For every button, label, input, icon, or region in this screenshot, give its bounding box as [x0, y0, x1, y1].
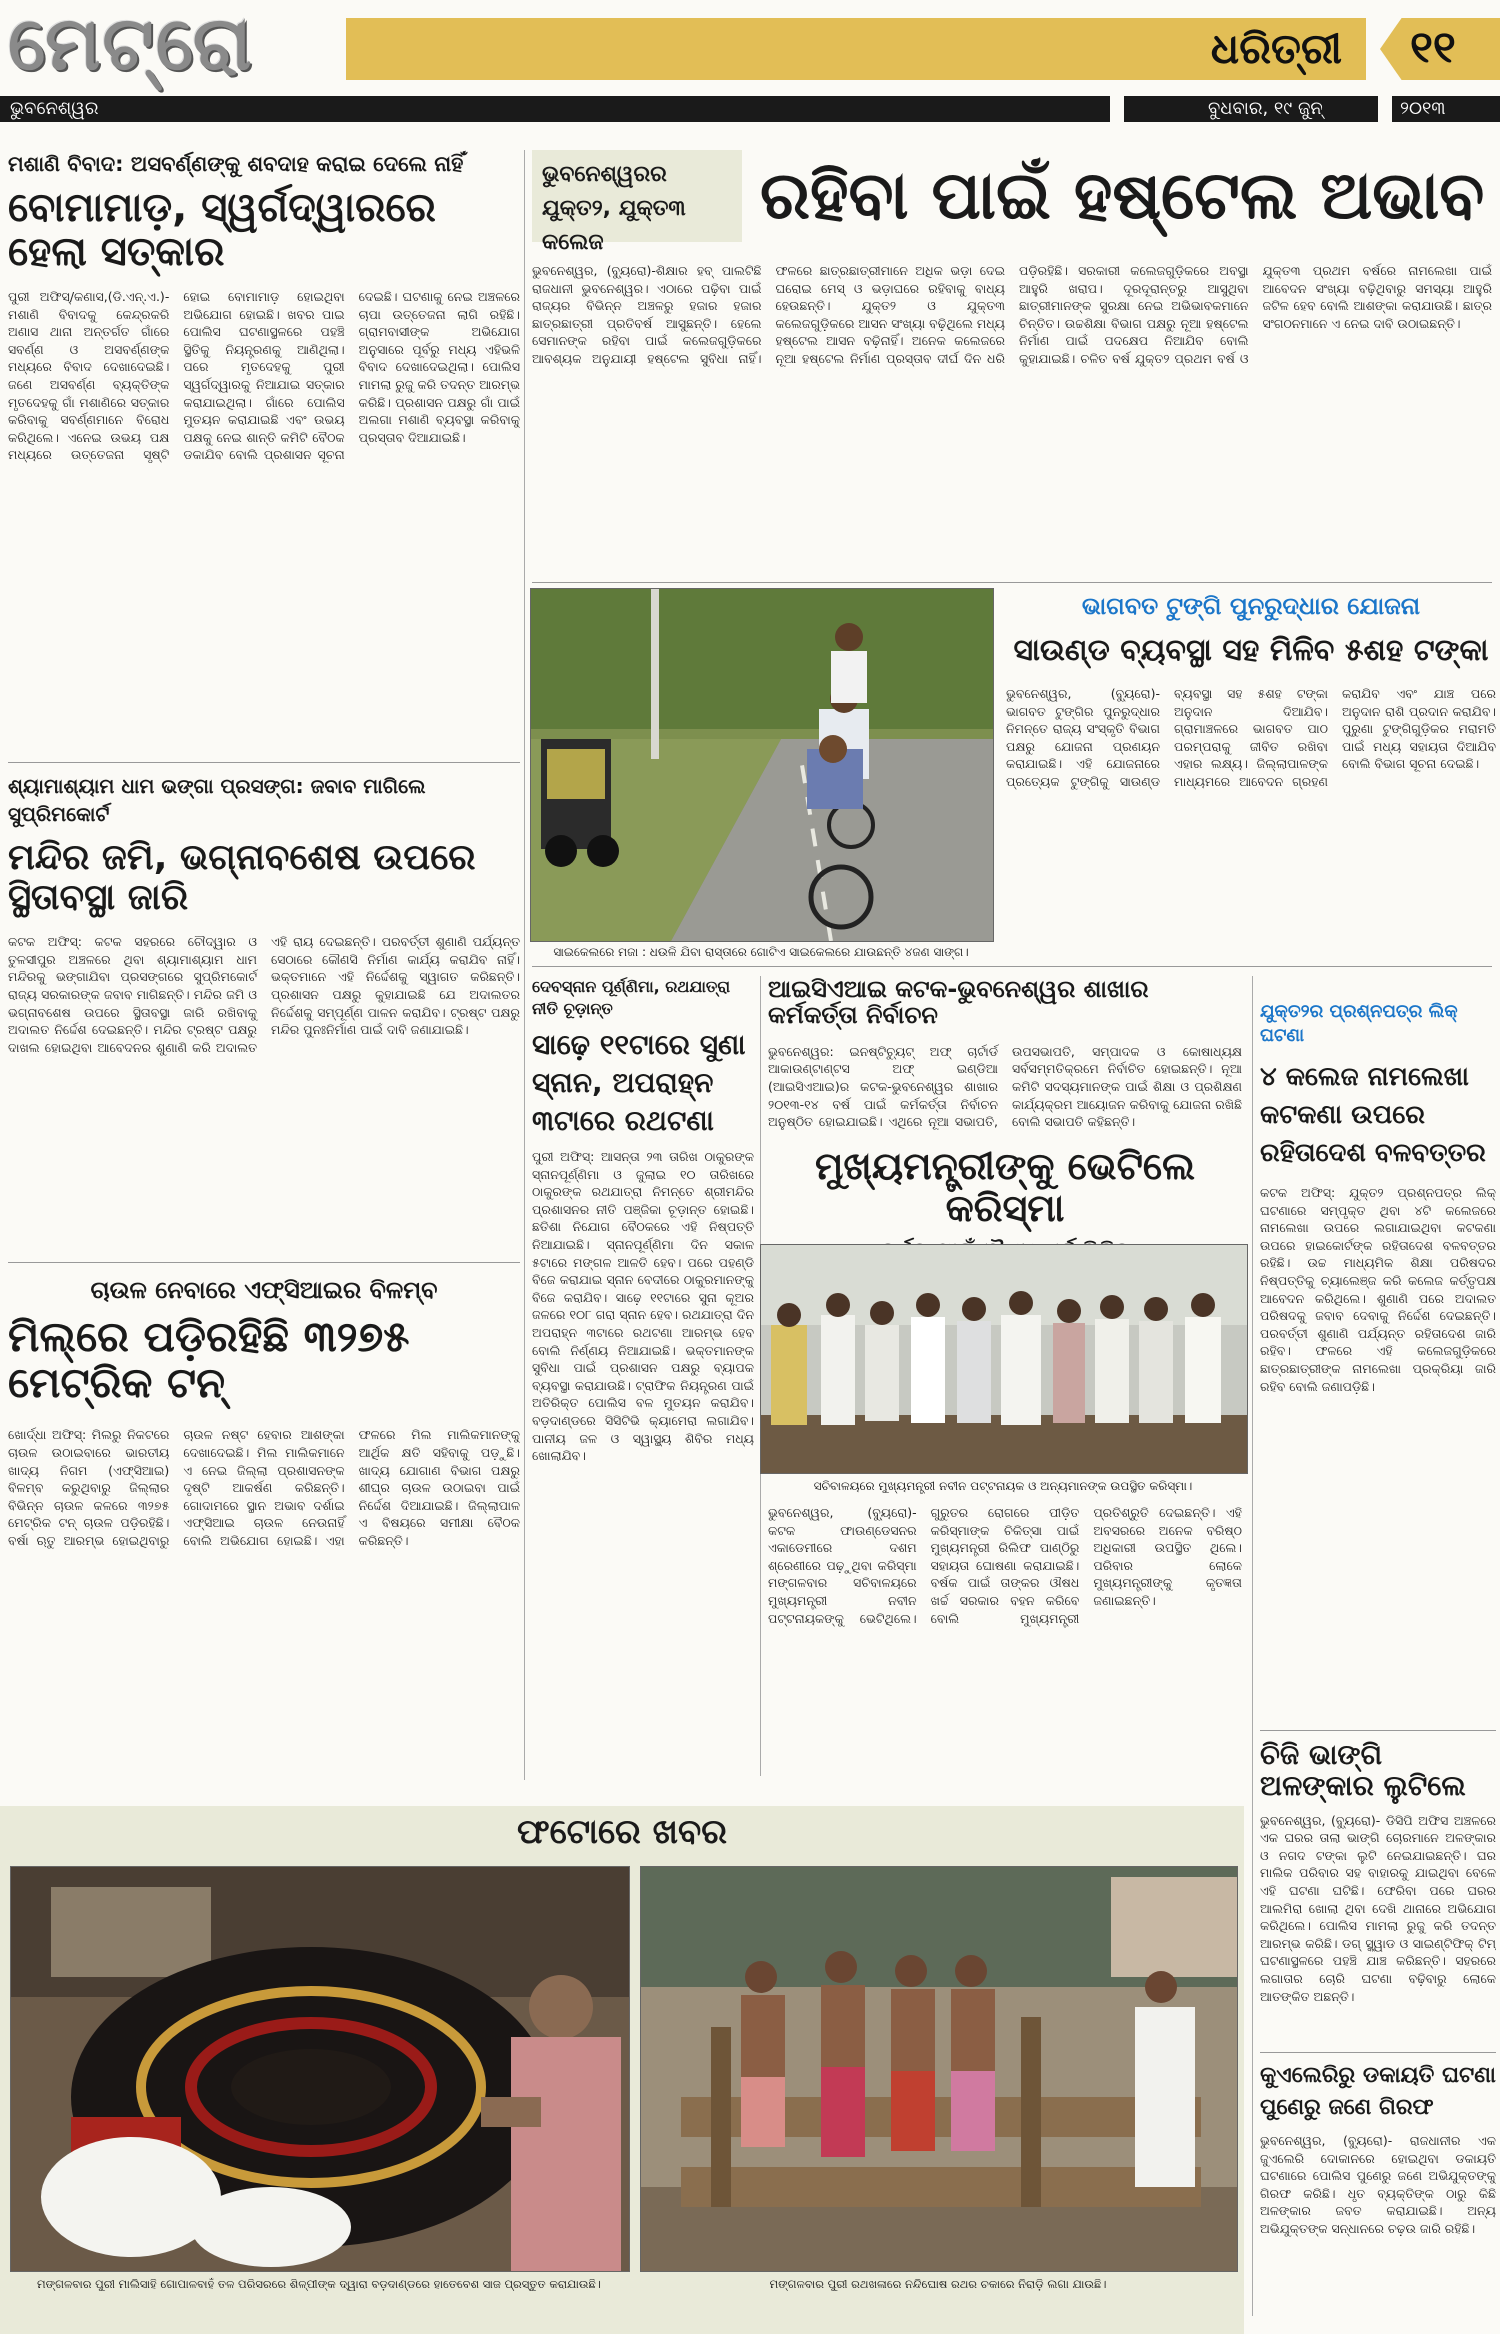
hostel-body: ଭୁବନେଶ୍ୱର, (ବ୍ୟୁରୋ)-ଶିକ୍ଷାର ହବ୍ ପାଲଟିଛି ରାଜଧାନୀ ଭୁବନେଶ୍ୱର। ଏଠାରେ ପଢ଼ିବା ପାଇଁ ରାଜ୍ୟର ବିଭିନ୍ନ ଅଞ୍ଚଳରୁ ହଜାର ହଜାର ଛାତ୍ରଛାତ୍ରୀ ପ୍ରତିବର୍ଷ ଆସୁଛନ୍ତି। ହେଲେ ସେମାନଙ୍କ ରହିବା ପାଇଁ କଲେଜଗୁଡ଼ିକରେ ଆବଶ୍ୟକ ଅନୁଯାୟୀ ହଷ୍ଟେଲ ସୁବିଧା ନାହିଁ। ଫଳରେ ଛାତ୍ରଛାତ୍ରୀମାନେ ଅଧିକ ଭଡ଼ା ଦେଇ ଘରୋଇ ମେସ୍ ଓ ଭଡ଼ାଘରେ ରହିବାକୁ ବାଧ୍ୟ ହେଉଛନ୍ତି। ଯୁକ୍ତ୨ ଓ ଯୁକ୍ତ୩ କଲେଜଗୁଡ଼ିକରେ ଆସନ ସଂଖ୍ୟା ବଢ଼ିଥିଲେ ମଧ୍ୟ ହଷ୍ଟେଲ ଆସନ ବଢ଼ିନାହିଁ। ଅନେକ କଲେଜରେ ନୂଆ ହଷ୍ଟେଲ ନିର୍ମାଣ ପ୍ରସ୍ତାବ ଦୀର୍ଘ ଦିନ ଧରି ପଡ଼ିରହିଛି। ସରକାରୀ କଲେଜଗୁଡ଼ିକରେ ଅବସ୍ଥା ଆହୁରି ଖରାପ। ଦୂରଦୂରାନ୍ତରୁ ଆସୁଥିବା ଛାତ୍ରୀମାନଙ୍କ ସୁରକ୍ଷା ନେଇ ଅଭିଭାବକମାନେ ଚିନ୍ତିତ। ଉଚ୍ଚଶିକ୍ଷା ବିଭାଗ ପକ୍ଷରୁ ନୂଆ ହଷ୍ଟେଲ ନିର୍ମାଣ ପାଇଁ ପଦକ୍ଷେପ ନିଆଯିବ ବୋଲି କୁହାଯାଇଛି। ଚଳିତ ବର୍ଷ ଯୁକ୍ତ୨ ପ୍ରଥମ ବର୍ଷ ଓ ଯୁକ୍ତ୩ ପ୍ରଥମ ବର୍ଷରେ ନାମଲେଖା ପାଇଁ ଆବେଦନ ସଂଖ୍ୟା ବଢ଼ିଥିବାରୁ ସମସ୍ୟା ଆହୁରି ଜଟିଳ ହେବ ବୋଲି ଆଶଙ୍କା କରାଯାଉଛି। ଛାତ୍ର ସଂଗଠନମାନେ ଏ ନେଇ ଦାବି ଉଠାଇଛନ୍ତି। [532, 263, 1492, 366]
brand-logo: ମେଟ୍ରୋ [8, 1, 254, 87]
story-headline: ସାଢ଼େ ୧୧ଟାରେ ସୁଣା ସ୍ନାନ, ଅପରାହ୍ନ ୩ଟାରେ ରଥଟଣା [532, 1028, 746, 1137]
photo-news-title: ଫଟୋରେ ଖବର [516, 1812, 728, 1852]
story-headline: ବୋମାମାଡ଼, ସ୍ୱର୍ଗଦ୍ୱାରରେ ହେଲା ସତ୍କାର [8, 185, 436, 275]
karishma-photo [760, 1244, 1248, 1474]
column-rule [1252, 976, 1253, 2316]
dateline-divider [1378, 96, 1392, 122]
story-kicker: ମଶାଣି ବିବାଦ: ଅସବର୍ଣ୍ଣଙ୍କୁ ଶବଦାହ କରାଇ ଦେଲେ ନାହିଁ [8, 152, 464, 176]
story-headline: ୪ କଲେଜ ନାମଲେଖା କଟକଣା ଉପରେ ରହିତାଦେଶ ବଳବତ୍ତର [1260, 1062, 1486, 1168]
dateline-date: ବୁଧବାର, ୧୯ ଜୁନ୍ [1208, 98, 1323, 119]
story-body: କଟକ ଅଫିସ୍: କଟକ ସହରରେ ଚୌଦ୍ୱାର ଓ ତୁଳସୀପୁର ଅଞ୍ଚଳରେ ଥିବା ଶ୍ୟାମାଶ୍ୟାମ ଧାମ ମନ୍ଦିରକୁ ଭଙ୍ଗାଯିବା ପ୍ରସଙ୍ଗରେ ସୁପ୍ରିମକୋର୍ଟ ରାଜ୍ୟ ସରକାରଙ୍କ ଜବାବ ମାଗିଛନ୍ତି। ମନ୍ଦିର ଜମି ଓ ଭଗ୍ନାବଶେଷ ଉପରେ ସ୍ଥିତାବସ୍ଥା ଜାରି ରଖିବାକୁ ଅଦାଲତ ନିର୍ଦ୍ଦେଶ ଦେଇଛନ୍ତି। ମନ୍ଦିର ଟ୍ରଷ୍ଟ ପକ୍ଷରୁ ଦାଖଲ ହୋଇଥିବା ଆବେଦନର ଶୁଣାଣି କରି ଅଦାଲତ ଏହି ରାୟ ଦେଇଛନ୍ତି। ପରବର୍ତ୍ତୀ ଶୁଣାଣି ପର୍ଯ୍ୟନ୍ତ ସେଠାରେ କୌଣସି ନିର୍ମାଣ କାର୍ଯ୍ୟ କରାଯିବ ନାହିଁ। ଭକ୍ତମାନେ ଏହି ନିର୍ଦ୍ଦେଶକୁ ସ୍ୱାଗତ କରିଛନ୍ତି। ପ୍ରଶାସନ ପକ୍ଷରୁ କୁହାଯାଇଛି ଯେ ଅଦାଲତର ନିର୍ଦ୍ଦେଶକୁ ସମ୍ପୂର୍ଣ୍ଣ ପାଳନ କରାଯିବ। ଟ୍ରଷ୍ଟ ପକ୍ଷରୁ ମନ୍ଦିର ପୁନଃନିର୍ମାଣ ପାଇଁ ଦାବି ଜଣାଯାଇଛି। [8, 934, 520, 1055]
photo-news-right [640, 1866, 1238, 2272]
story-headline: ମୁଖ୍ୟମନ୍ତ୍ରୀଙ୍କୁ ଭେଟିଲେ କରିସ୍ମା [814, 1144, 1196, 1230]
divider [532, 582, 1492, 583]
photo-news-right-image [641, 1867, 1237, 2271]
story-body: ପୁରୀ ଅଫିସ୍: ଆସନ୍ତା ୨୩ ତାରିଖ ଠାକୁରଙ୍କ ସ୍ନାନପୂର୍ଣ୍ଣିମା ଓ ଜୁଲାଇ ୧୦ ତାରିଖରେ ଠାକୁରଙ୍କ ରଥଯାତ୍ରା ନିମନ୍ତେ ଶ୍ରୀମନ୍ଦିର ପ୍ରଶାସନର ନୀତି ପଞ୍ଜିକା ଚୂଡ଼ାନ୍ତ ହୋଇଛି। ଛତିଶା ନିଯୋଗ ବୈଠକରେ ଏହି ନିଷ୍ପତ୍ତି ନିଆଯାଇଛି। ସ୍ନାନପୂର୍ଣ୍ଣିମା ଦିନ ସକାଳ ୫ଟାରେ ମଙ୍ଗଳ ଆଳତି ହେବ। ପରେ ପହଣ୍ଡି ବିଜେ କରାଯାଇ ସ୍ନାନ ବେଦୀରେ ଠାକୁରମାନଙ୍କୁ ବିଜେ କରାଯିବ। ସାଢ଼େ ୧୧ଟାରେ ସୁନା କୂଅର ଜଳରେ ୧୦୮ ଗରା ସ୍ନାନ ହେବ। ରଥଯାତ୍ରା ଦିନ ଅପରାହ୍ନ ୩ଟାରେ ରଥଟଣା ଆରମ୍ଭ ହେବ ବୋଲି ନିର୍ଣ୍ଣୟ ନିଆଯାଇଛି। ଭକ୍ତମାନଙ୍କ ସୁବିଧା ପାଇଁ ପ୍ରଶାସନ ପକ୍ଷରୁ ବ୍ୟାପକ ବ୍ୟବସ୍ଥା କରାଯାଉଛି। ଟ୍ରାଫିକ ନିୟନ୍ତ୍ରଣ ପାଇଁ ଅତିରିକ୍ତ ପୋଲିସ ବଳ ମୁତୟନ କରାଯିବ। ବଡ଼ଦାଣ୍ଡରେ ସିସିଟିଭି କ୍ୟାମେରା ଲଗାଯିବ। ପାନୀୟ ଜଳ ଓ ସ୍ୱାସ୍ଥ୍ୟ ଶିବିର ମଧ୍ୟ ଖୋଲାଯିବ। [532, 1149, 754, 1464]
photo-news-left-caption: ମଙ୍ଗଳବାର ପୁରୀ ମାଲିସାହି ଗୋପାଳବାହଁ ତଳ ପରିସରରେ ଶିଳ୍ପୀଙ୍କ ଦ୍ୱାରା ବଡ଼ଦାଣ୍ଡରେ ହାତେବେଶ ସାଜ ପ୍ରସ୍ତୁତ କରାଯାଉଛି। [37, 2277, 601, 2291]
story-headline: ମିଲ୍‌ରେ ପଡ଼ିରହିଛି ୩୨୭୫ ମେଟ୍ରିକ ଟନ୍ [8, 1312, 410, 1408]
hostel-kicker-box [532, 150, 742, 255]
hostel-headline: ରହିବା ପାଇଁ ହଷ୍ଟେଲ ଅଭାବ [760, 157, 1485, 234]
story-headline: ଆଇସିଏଆଇ କଟକ-ଭୁବନେଶ୍ୱର ଶାଖାର କର୍ମକର୍ତ୍ତା ନିର୍ବାଚନ [768, 975, 1149, 1030]
masthead [0, 0, 1500, 100]
cycle-photo-image [531, 589, 993, 941]
page-number: ୧୧ [1410, 22, 1456, 73]
section-bar [346, 18, 1366, 80]
karishma-photo-caption: ସଚିବାଳୟରେ ମୁଖ୍ୟମନ୍ତ୍ରୀ ନବୀନ ପଟ୍ଟନାୟକ ଓ ଅନ୍ୟମାନଙ୍କ ଉପସ୍ଥିତ କରିସ୍ମା। [813, 1479, 1193, 1493]
divider [532, 966, 1492, 967]
story-kicker: ଯୁକ୍ତ୨ର ପ୍ରଶ୍ନପତ୍ର ଲିକ୍ ଘଟଣା [1260, 1001, 1458, 1046]
story-admission [1260, 1000, 1496, 1764]
story-headline: ଚିଜି ଭାଙ୍ଗି ଅଳଙ୍କାର ଲୁଟିଲେ [1260, 1738, 1466, 1802]
story-body: ଖୋର୍ଦ୍ଧା ଅଫିସ୍: ମିଲରୁ ନିକଟରେ ଚାଉଳ ଉଠାଇବାରେ ଭାରତୀୟ ଖାଦ୍ୟ ନିଗମ (ଏଫ୍‌ସିଆଇ) ବିଳମ୍ବ କରୁଥିବାରୁ ଜିଲ୍ଲାର ବିଭିନ୍ନ ଚାଉଳ କଳରେ ୩୨୭୫ ମେଟ୍ରିକ ଟନ୍ ଚାଉଳ ପଡ଼ିରହିଛି। ବର୍ଷା ଋତୁ ଆରମ୍ଭ ହୋଇଥିବାରୁ ଚାଉଳ ନଷ୍ଟ ହେବାର ଆଶଙ୍କା ଦେଖାଦେଇଛି। ମିଲ ମାଲିକମାନେ ଏ ନେଇ ଜିଲ୍ଲା ପ୍ରଶାସନଙ୍କ ଦୃଷ୍ଟି ଆକର୍ଷଣ କରିଛନ୍ତି। ଗୋଦାମରେ ସ୍ଥାନ ଅଭାବ ଦର୍ଶାଇ ଏଫ୍‌ସିଆଇ ଚାଉଳ ନେଉନାହିଁ ବୋଲି ଅଭିଯୋଗ ହୋଇଛି। ଏହା ଫଳରେ ମିଲ ମାଲିକମାନଙ୍କୁ ଆର୍ଥିକ କ୍ଷତି ସହିବାକୁ ପଡ଼ୁଛି। ଖାଦ୍ୟ ଯୋଗାଣ ବିଭାଗ ପକ୍ଷରୁ ଶୀଘ୍ର ଚାଉଳ ଉଠାଇବା ପାଇଁ ନିର୍ଦ୍ଦେଶ ଦିଆଯାଇଛି। ଜିଲ୍ଲାପାଳ ଏ ବିଷୟରେ ସମୀକ୍ଷା ବୈଠକ କରିଛନ୍ତି। [8, 1427, 520, 1548]
divider [1260, 1730, 1496, 1731]
divider [1260, 2052, 1496, 2053]
story-bhagabat [1006, 592, 1496, 975]
karishma-photo-image [761, 1245, 1247, 1473]
story-temple [8, 772, 520, 1313]
story-body: କଟକ ଅଫିସ୍: ଯୁକ୍ତ୨ ପ୍ରଶ୍ନପତ୍ର ଲିକ୍ ଘଟଣାରେ ସମ୍ପୃକ୍ତ ଥିବା ୪ଟି କଲେଜରେ ନାମଲେଖା ଉପରେ ଲଗାଯାଇଥିବା କଟକଣା ଉପରେ ହାଇକୋର୍ଟଙ୍କ ରହିତାଦେଶ ବଳବତ୍ତର ରହିଛି। ଉଚ୍ଚ ମାଧ୍ୟମିକ ଶିକ୍ଷା ପରିଷଦର ନିଷ୍ପତ୍ତିକୁ ଚ୍ୟାଲେଞ୍ଜ କରି କଲେଜ କର୍ତ୍ତୃପକ୍ଷ ଆବେଦନ କରିଥିଲେ। ଶୁଣାଣି ପରେ ଅଦାଲତ ପରିଷଦକୁ ଜବାବ ଦେବାକୁ ନିର୍ଦ୍ଦେଶ ଦେଇଛନ୍ତି। ପରବର୍ତ୍ତୀ ଶୁଣାଣି ପର୍ଯ୍ୟନ୍ତ ରହିତାଦେଶ ଜାରି ରହିବ। ଫଳରେ ଏହି କଲେଜଗୁଡ଼ିକରେ ଛାତ୍ରଛାତ୍ରୀଙ୍କ ନାମଲେଖା ପ୍ରକ୍ରିୟା ଜାରି ରହିବ ବୋଲି ଜଣାପଡ଼ିଛି। [1260, 1185, 1496, 1394]
story-body: ପୁରୀ ଅଫିସ୍/କଣାସ,(ଡି.ଏନ୍.ଏ.)- ମଶାଣି ବିବାଦକୁ କେନ୍ଦ୍ରକରି ଅଣାସ ଥାନା ଅନ୍ତର୍ଗତ ଗାଁରେ ସବର୍ଣ୍ଣ ଓ ଅସବର୍ଣ୍ଣଙ୍କ ମଧ୍ୟରେ ବିବାଦ ଦେଖାଦେଇଛି। ଜଣେ ଅସବର୍ଣ୍ଣ ବ୍ୟକ୍ତିଙ୍କ ମୃତଦେହକୁ ଗାଁ ମଶାଣିରେ ସତ୍କାର କରିବାକୁ ସବର୍ଣ୍ଣମାନେ ବିରୋଧ କରିଥିଲେ। ଏନେଇ ଉଭୟ ପକ୍ଷ ମଧ୍ୟରେ ଉତ୍ତେଜନା ସୃଷ୍ଟି ହୋଇ ବୋମାମାଡ଼ ହୋଇଥିବା ଅଭିଯୋଗ ହୋଇଛି। ଖବର ପାଇ ପୋଲିସ ଘଟଣାସ୍ଥଳରେ ପହଞ୍ଚି ସ୍ଥିତିକୁ ନିୟନ୍ତ୍ରଣକୁ ଆଣିଥିଲା। ପରେ ମୃତଦେହକୁ ପୁରୀ ସ୍ୱର୍ଗଦ୍ୱାରକୁ ନିଆଯାଇ ସତ୍କାର କରାଯାଇଥିଲା। ଗାଁରେ ପୋଲିସ ମୁତୟନ କରାଯାଇଛି ଏବଂ ଉଭୟ ପକ୍ଷକୁ ନେଇ ଶାନ୍ତି କମିଟି ବୈଠକ ଡକାଯିବ ବୋଲି ପ୍ରଶାସନ ସୂଚନା ଦେଇଛି। ଘଟଣାକୁ ନେଇ ଅଞ୍ଚଳରେ ଚାପା ଉତ୍ତେଜନା ଲାଗି ରହିଛି। ଗ୍ରାମବାସୀଙ୍କ ଅଭିଯୋଗ ଅନୁସାରେ ପୂର୍ବରୁ ମଧ୍ୟ ଏହିଭଳି ବିବାଦ ଦେଖାଦେଇଥିଲା। ପୋଲିସ ମାମଲା ରୁଜୁ କରି ତଦନ୍ତ ଆରମ୍ଭ କରିଛି। ପ୍ରଶାସନ ପକ୍ଷରୁ ଗାଁ ପାଇଁ ଅଲଗା ମଶାଣି ବ୍ୟବସ୍ଥା କରିବାକୁ ପ୍ରସ୍ତାବ ଦିଆଯାଇଛି। [8, 289, 520, 463]
divider [8, 1262, 520, 1263]
story-body: ଭୁବନେଶ୍ୱର: ଇନଷ୍ଟିଚ୍ୟୁଟ୍ ଅଫ୍ ଚାର୍ଟାର୍ଡ ଆକାଉଣ୍ଟାଣ୍ଟସ ଅଫ୍ ଇଣ୍ଡିଆ (ଆଇସିଏଆଇ)ର କଟକ-ଭୁବନେଶ୍ୱର ଶାଖାର ୨୦୧୩-୧୪ ବର୍ଷ ପାଇଁ କର୍ମକର୍ତ୍ତା ନିର୍ବାଚନ ଅନୁଷ୍ଠିତ ହୋଇଯାଇଛି। ଏଥିରେ ନୂଆ ସଭାପତି, ଉପସଭାପତି, ସମ୍ପାଦକ ଓ କୋଷାଧ୍ୟକ୍ଷ ସର୍ବସମ୍ମତିକ୍ରମେ ନିର୍ବାଚିତ ହୋଇଛନ୍ତି। ନୂଆ କମିଟି ସଦସ୍ୟମାନଙ୍କ ପାଇଁ ଶିକ୍ଷା ଓ ପ୍ରଶିକ୍ଷଣ କାର୍ଯ୍ୟକ୍ରମ ଆୟୋଜନ କରିବାକୁ ଯୋଜନା ରଖିଛି ବୋଲି ସଭାପତି କହିଛନ୍ତି। [768, 1043, 1242, 1130]
dateline-divider [1110, 96, 1124, 122]
cycle-photo [530, 588, 994, 942]
story-body: ଭୁବନେଶ୍ୱର, (ବ୍ୟୁରୋ)- ଭାଗବତ ଟୁଙ୍ଗିର ପୁନରୁଦ୍ଧାର ନିମନ୍ତେ ରାଜ୍ୟ ସଂସ୍କୃତି ବିଭାଗ ପକ୍ଷରୁ ଯୋଜନା ପ୍ରଣୟନ କରାଯାଇଛି। ଏହି ଯୋଜନାରେ ପ୍ରତ୍ୟେକ ଟୁଙ୍ଗିକୁ ସାଉଣ୍ଡ ବ୍ୟବସ୍ଥା ସହ ୫ଶହ ଟଙ୍କା ଅନୁଦାନ ଦିଆଯିବ। ଗ୍ରାମାଞ୍ଚଳରେ ଭାଗବତ ପାଠ ପରମ୍ପରାକୁ ଜୀବିତ ରଖିବା ଏହାର ଲକ୍ଷ୍ୟ। ଜିଲ୍ଲାପାଳଙ୍କ ମାଧ୍ୟମରେ ଆବେଦନ ଗ୍ରହଣ କରାଯିବ ଏବଂ ଯାଞ୍ଚ ପରେ ଅନୁଦାନ ରାଶି ପ୍ରଦାନ କରାଯିବ। ପୁରୁଣା ଟୁଙ୍ଗିଗୁଡ଼ିକର ମରାମତି ପାଇଁ ମଧ୍ୟ ସହାୟତା ଦିଆଯିବ ବୋଲି ବିଭାଗ ସୂଚନା ଦେଇଛି। [1006, 686, 1496, 789]
story-cremation [8, 150, 520, 758]
story-body: ଭୁବନେଶ୍ୱର, (ବ୍ୟୁରୋ)- ରାଜଧାନୀର ଏକ ଜୁଏଲେରି ଦୋକାନରେ ହୋଇଥିବା ଡକାୟତି ଘଟଣାରେ ପୋଲିସ ପୁଣେରୁ ଜଣେ ଅଭିଯୁକ୍ତଙ୍କୁ ଗିରଫ କରିଛି। ଧୃତ ବ୍ୟକ୍ତିଙ୍କ ଠାରୁ କିଛି ଅଳଙ୍କାର ଜବତ କରାଯାଇଛି। ଅନ୍ୟ ଅଭିଯୁକ୍ତଙ୍କ ସନ୍ଧାନରେ ଚଢ଼ଉ ଜାରି ରହିଛି। [1260, 2133, 1496, 2236]
story-kicker: ଚାଉଳ ନେବାରେ ଏଫ୍‌ସିଆଇର ବିଳମ୍ବ [90, 1276, 438, 1304]
story-kicker: ଦେବସ୍ନାନ ପୂର୍ଣ୍ଣିମା, ରଥଯାତ୍ରା ନୀତି ଚୂଡ଼ାନ୍ତ [532, 977, 731, 1018]
photo-news-left-image [11, 1867, 629, 2271]
dateline-bar [0, 96, 1500, 122]
story-headline: ସାଉଣ୍ଡ ବ୍ୟବସ୍ଥା ସହ ମିଳିବ ୫ଶହ ଟଙ୍କା [1013, 633, 1489, 668]
dateline-city: ଭୁବନେଶ୍ୱର [10, 98, 99, 119]
dateline-year: ୨୦୧୩ [1400, 98, 1446, 119]
story-body: ଭୁବନେଶ୍ୱର, (ବ୍ୟୁରୋ)- ଡିସିପି ଅଫିସ ଅଞ୍ଚଳରେ ଏକ ଘରର ତାଲା ଭାଙ୍ଗି ଚୋରମାନେ ଅଳଙ୍କାର ଓ ନଗଦ ଟଙ୍କା ଲୁଟି ନେଇଯାଇଛନ୍ତି। ଘର ମାଲିକ ପରିବାର ସହ ବାହାରକୁ ଯାଇଥିବା ବେଳେ ଏହି ଘଟଣା ଘଟିଛି। ଫେରିବା ପରେ ଘରର ଆଲମିରା ଖୋଲା ଥିବା ଦେଖି ଥାନାରେ ଅଭିଯୋଗ କରିଥିଲେ। ପୋଲିସ ମାମଲା ରୁଜୁ କରି ତଦନ୍ତ ଆରମ୍ଭ କରିଛି। ଡଗ୍ ସ୍କ୍ୱାଡ ଓ ସାଇଣ୍ଟିଫିକ୍ ଟିମ୍ ଘଟଣାସ୍ଥଳରେ ପହଞ୍ଚି ଯାଞ୍ଚ କରିଛନ୍ତି। ସହରରେ ଲଗାତାର ଚୋରି ଘଟଣା ବଢ଼ିବାରୁ ଲୋକେ ଆତଙ୍କିତ ଅଛନ୍ତି। [1260, 1812, 1496, 2004]
cycle-photo-caption: ସାଇକେଲରେ ମଜା : ଧଉଳି ଯିବା ରାସ୍ତାରେ ଗୋଟିଏ ସାଇକେଲରେ ଯାଉଛନ୍ତି ୪ଜଣ ସାଙ୍ଗ। [553, 945, 969, 959]
photo-news-left [10, 1866, 630, 2272]
story-aiea [768, 976, 1242, 1133]
story-jewel [1260, 1740, 1496, 2062]
story-headline: ମନ୍ଦିର ଜମି, ଭଗ୍ନାବଶେଷ ଉପରେ ସ୍ଥିତାବସ୍ଥା ଜାରି [8, 837, 476, 918]
divider [8, 762, 520, 763]
story-rathayatra [532, 976, 754, 1748]
column-rule [524, 150, 525, 1780]
story-robbery [1260, 2060, 1496, 2322]
story-kicker: ଭୁବନେଶ୍ୱରର ଯୁକ୍ତ୨, ଯୁକ୍ତ୩ କଲେଜ [542, 162, 686, 255]
story-headline: କୁଏଲେରିରୁ ଡକାୟତି ଘଟଣା ପୁଣେରୁ ଜଣେ ଗିରଫ [1260, 2063, 1496, 2120]
story-kicker: ଶ୍ୟାମାଶ୍ୟାମ ଧାମ ଭଙ୍ଗା ପ୍ରସଙ୍ଗ: ଜବାବ ମାଗିଲେ ସୁପ୍ରିମକୋର୍ଟ [8, 774, 426, 826]
karishma-body: ଭୁବନେଶ୍ୱର, (ବ୍ୟୁରୋ)- କଟକ ଫାଉଣ୍ଡେସନର ଏକାଡେମୀରେ ଦଶମ ଶ୍ରେଣୀରେ ପଢ଼ୁଥିବା କରିସ୍ମା ମଙ୍ଗଳବାର ସଚିବାଳୟରେ ମୁଖ୍ୟମନ୍ତ୍ରୀ ନବୀନ ପଟ୍ଟନାୟକଙ୍କୁ ଭେଟିଥିଲେ। ଗୁରୁତର ରୋଗରେ ପୀଡ଼ିତ କରିସ୍ମାଙ୍କ ଚିକିତ୍ସା ପାଇଁ ମୁଖ୍ୟମନ୍ତ୍ରୀ ରିଲିଫ ପାଣ୍ଠିରୁ ସହାୟତା ଘୋଷଣା କରାଯାଇଛି। ବର୍ଷକ ପାଇଁ ତାଙ୍କର ଔଷଧ ଖର୍ଚ୍ଚ ସରକାର ବହନ କରିବେ ବୋଲି ମୁଖ୍ୟମନ୍ତ୍ରୀ ପ୍ରତିଶ୍ରୁତି ଦେଇଛନ୍ତି। ଏହି ଅବସରରେ ଅନେକ ବରିଷ୍ଠ ଅଧିକାରୀ ଉପସ୍ଥିତ ଥିଲେ। ପରିବାର ଲୋକେ ମୁଖ୍ୟମନ୍ତ୍ରୀଙ୍କୁ କୃତଜ୍ଞତା ଜଣାଇଛନ୍ତି। [768, 1505, 1242, 1626]
photo-news-right-caption: ମଙ୍ଗଳବାର ପୁରୀ ରଥଖଳାରେ ନନ୍ଦିଘୋଷ ରଥର ଚକାରେ ନିରାଡ଼ି ଲଗା ଯାଉଛି। [769, 2277, 1107, 2291]
story-rice [8, 1276, 520, 1836]
story-kicker: ଭାଗବତ ଟୁଙ୍ଗି ପୁନରୁଦ୍ଧାର ଯୋଜନା [1081, 592, 1421, 620]
section-name: ଧରିତ୍ରୀ [1210, 24, 1342, 73]
